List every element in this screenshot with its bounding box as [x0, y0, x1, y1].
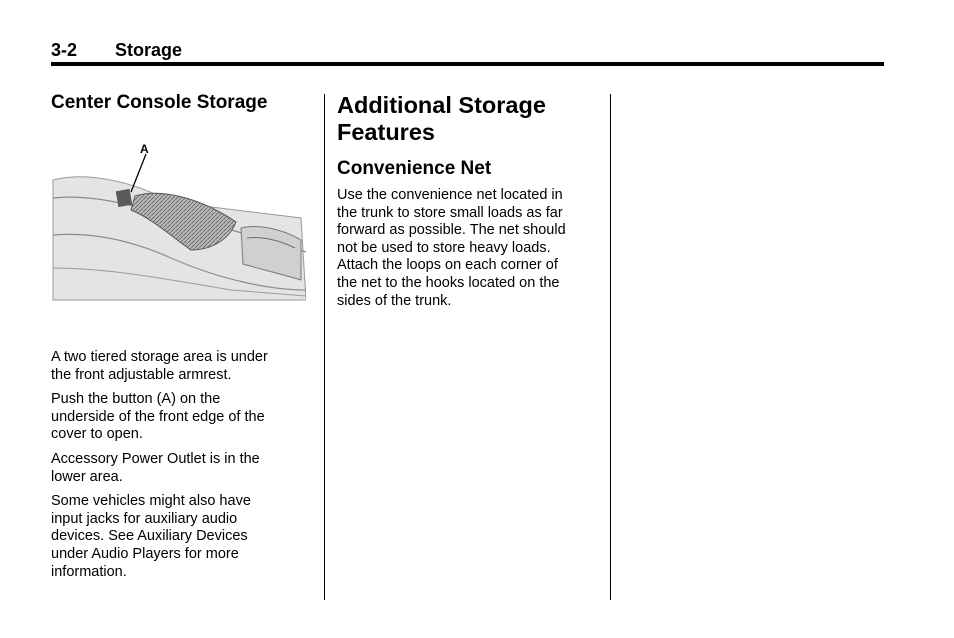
middle-column — [337, 92, 599, 310]
left-column — [51, 92, 301, 114]
header-rule — [51, 62, 884, 66]
column-divider-right — [610, 94, 611, 600]
paragraph: Accessory Power Outlet is in the lower area. — [51, 450, 260, 485]
additional-storage-heading: Additional Storage Features — [337, 92, 546, 145]
paragraph: A two tiered storage area is under the front adjustable armrest. — [51, 349, 268, 383]
page-header — [51, 40, 884, 64]
center-console-illustration — [51, 140, 306, 305]
callout-label-a: A — [140, 142, 149, 156]
paragraph: Push the button (A) on the underside of the front edge of the cover to open. — [51, 391, 265, 443]
convenience-net-heading: Convenience Net — [337, 158, 492, 179]
column-divider-left — [324, 94, 325, 600]
center-console-body — [51, 349, 313, 588]
page-number: 3-2 — [51, 40, 78, 60]
convenience-net-paragraph: Use the convenience net located in the trunk to store small loads as far forward as possible. The net should not be used to store heavy loads. Attach the loops on each corner of the net to the hooks located on the sides of the trunk. — [337, 187, 566, 309]
center-console-heading: Center Console Storage — [51, 92, 268, 113]
section-title: Storage — [115, 40, 183, 60]
paragraph: Some vehicles might also have input jacks for auxiliary audio devices. See Auxiliary Devices under Audio Players for more information. — [51, 493, 251, 580]
